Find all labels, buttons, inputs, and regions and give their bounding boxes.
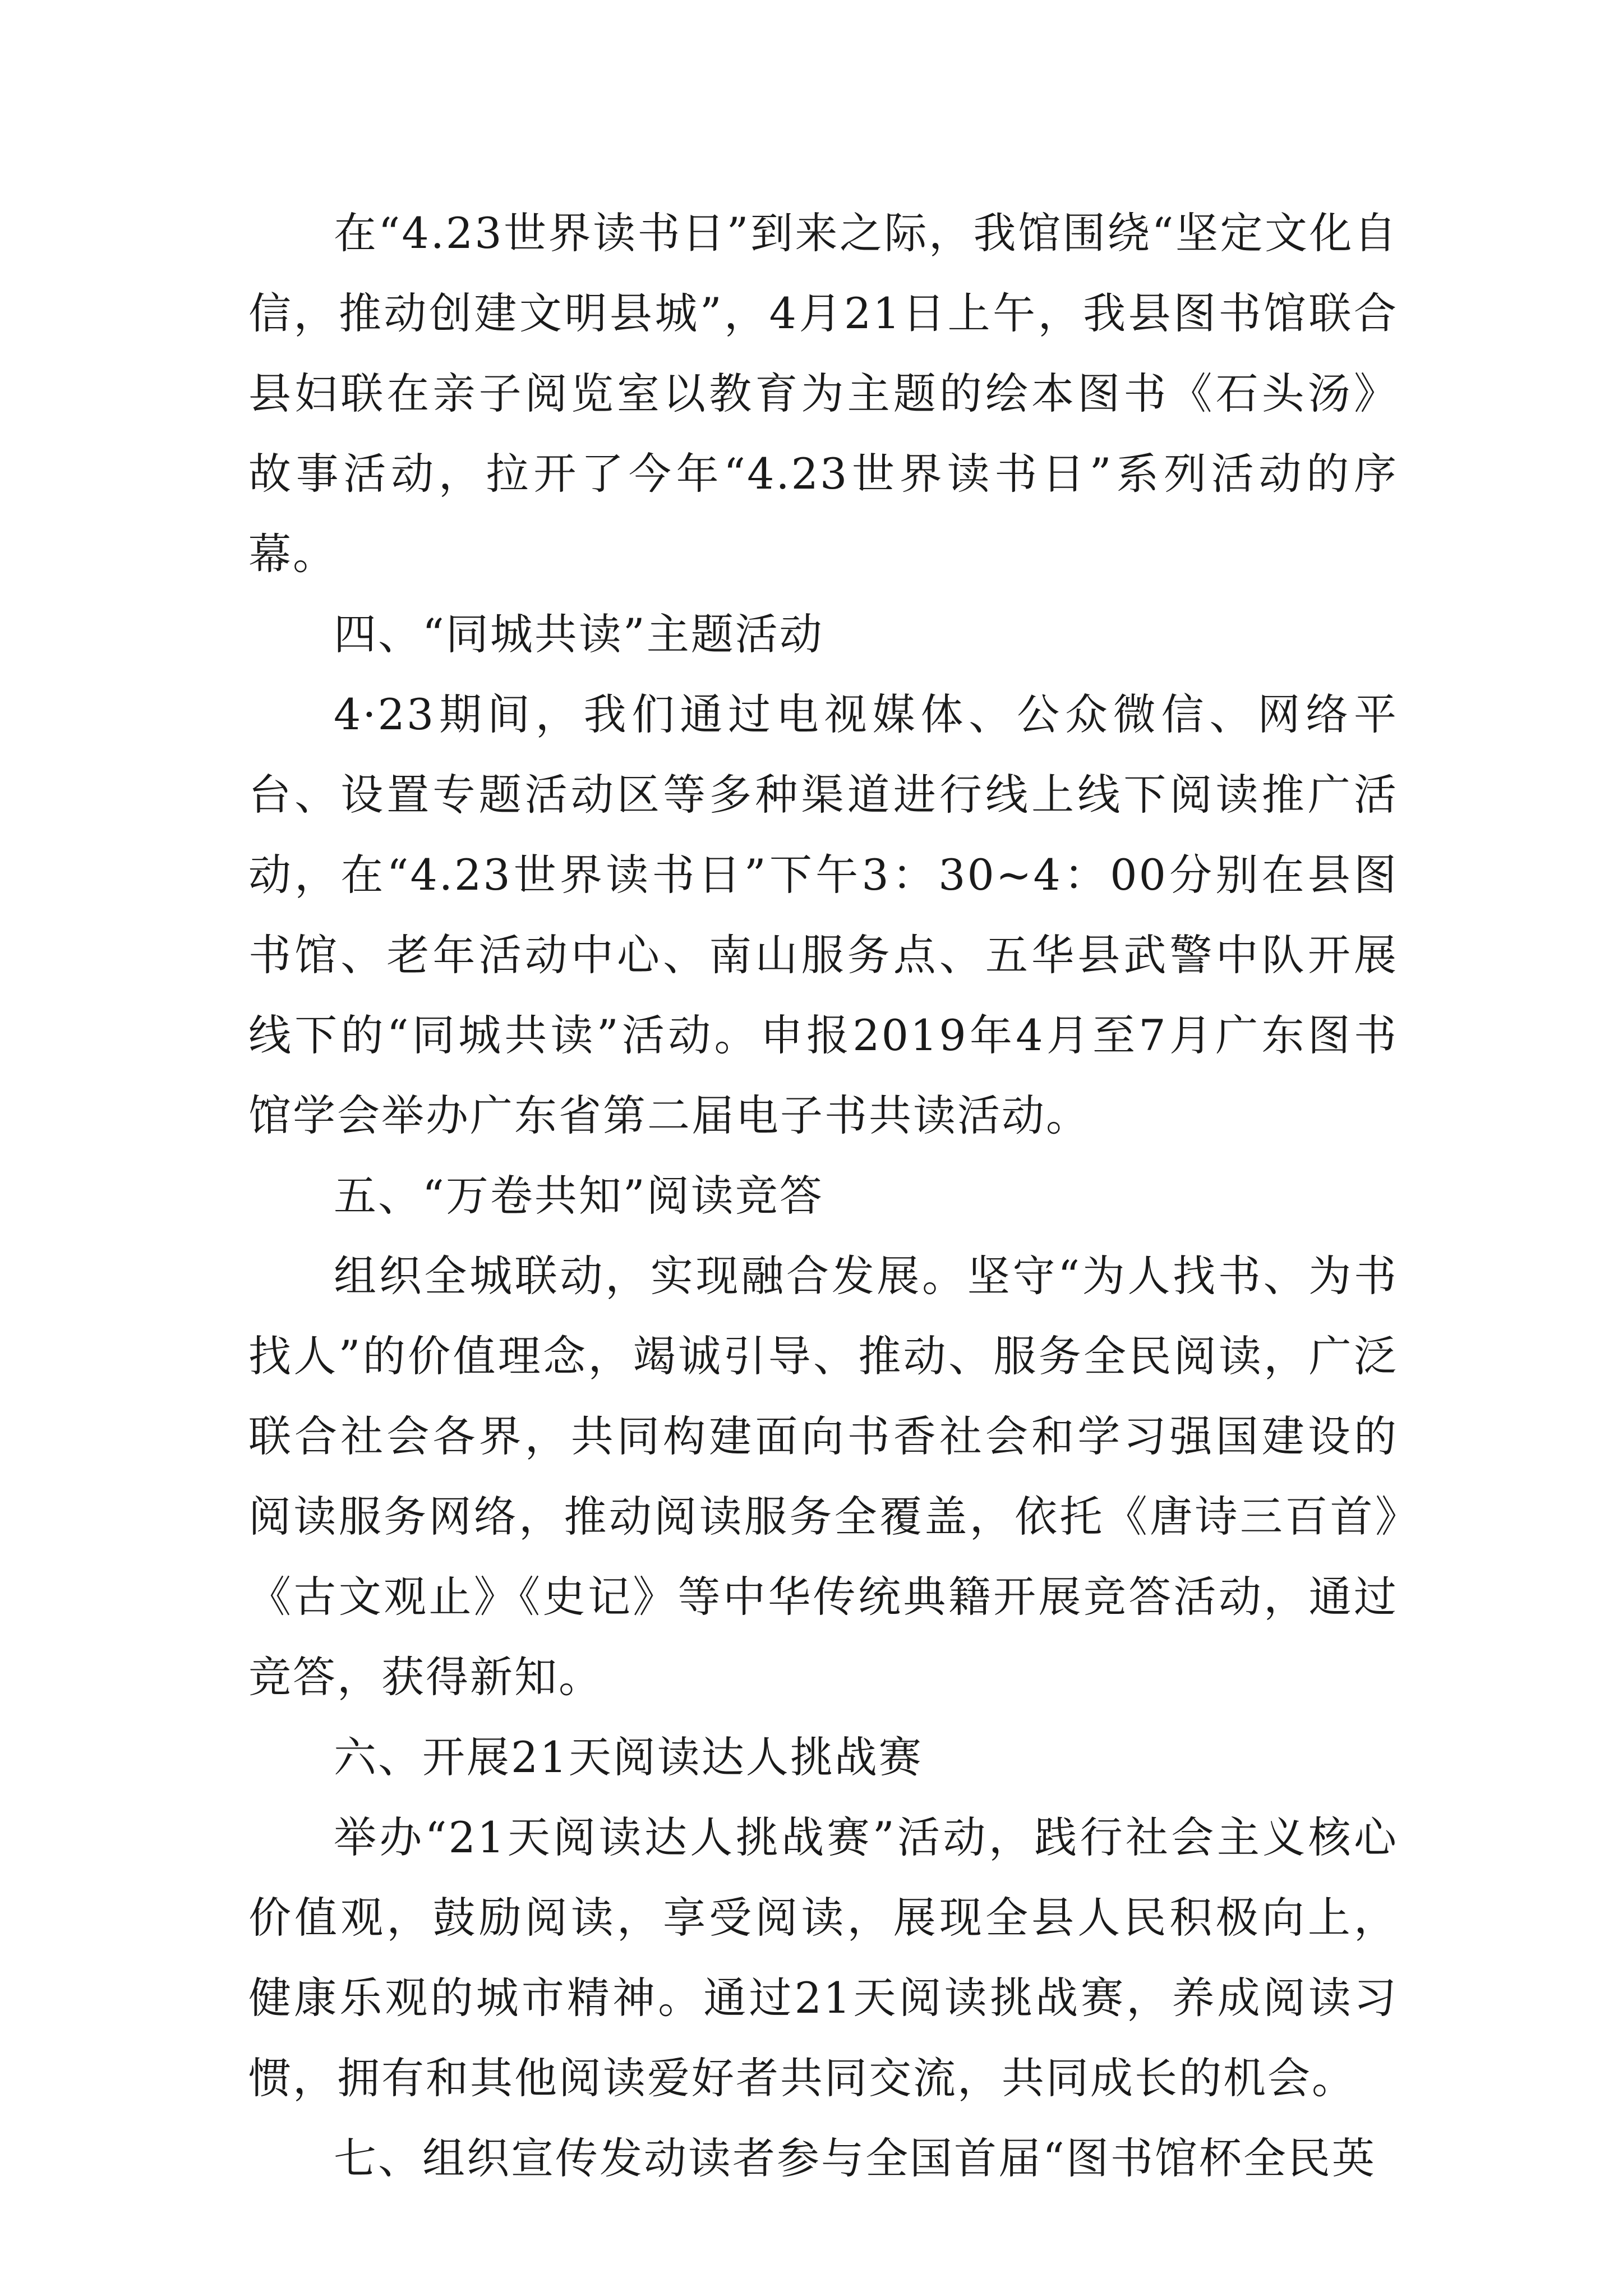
section-heading-7: 七、组织宣传发动读者参与全国首届“图书馆杯全民英 bbox=[334, 2133, 1376, 2183]
section-heading-5: 五、“万卷共知”阅读竞答 bbox=[334, 1171, 824, 1221]
paragraph-city-reading: 4·23期间，我们通过电视媒体、公众微信、网络平台、设置专题活动区等多种渠道进行线上线下阅读推广活动，在“4.23世界读书日”下午3：30~4：00分别在县图书馆、老年活动中心、南山服务点、五华县武警中队开展线下的“同城共读”活动。申报2019年4月至7月广东图书馆学会举办广东省第二届电子书共读活动。 bbox=[248, 689, 1398, 1140]
paragraph-21-day-challenge: 举办“21天阅读达人挑战赛”活动，践行社会主义核心价值观，鼓励阅读，享受阅读，展现全县人民积极向上，健康乐观的城市精神。通过21天阅读挑战赛，养成阅读习惯，拥有和其他阅读爱好者共同交流，共同成长的机会。 bbox=[248, 1812, 1398, 2103]
section-heading-4: 四、“同城共读”主题活动 bbox=[334, 609, 824, 659]
section-heading-6: 六、开展21天阅读达人挑战赛 bbox=[334, 1732, 923, 1782]
paragraph-world-book-day-opening: 在“4.23世界读书日”到来之际，我馆围绕“坚定文化自信，推动创建文明县城”，4月21日上午，我县图书馆联合县妇联在亲子阅览室以教育为主题的绘本图书《石头汤》故事活动，拉开了今年“4.23世界读书日”系列活动的序幕。 bbox=[248, 208, 1398, 579]
document-body bbox=[248, 193, 1398, 2198]
paragraph-reading-quiz: 组织全城联动，实现融合发展。坚守“为人找书、为书找人”的价值理念，竭诚引导、推动、服务全民阅读，广泛联合社会各界，共同构建面向书香社会和学习强国建设的阅读服务网络，推动阅读服务全覆盖，依托《唐诗三百首》《古文观止》《史记》等中华传统典籍开展竞答活动，通过竞答，获得新知。 bbox=[248, 1251, 1398, 1702]
